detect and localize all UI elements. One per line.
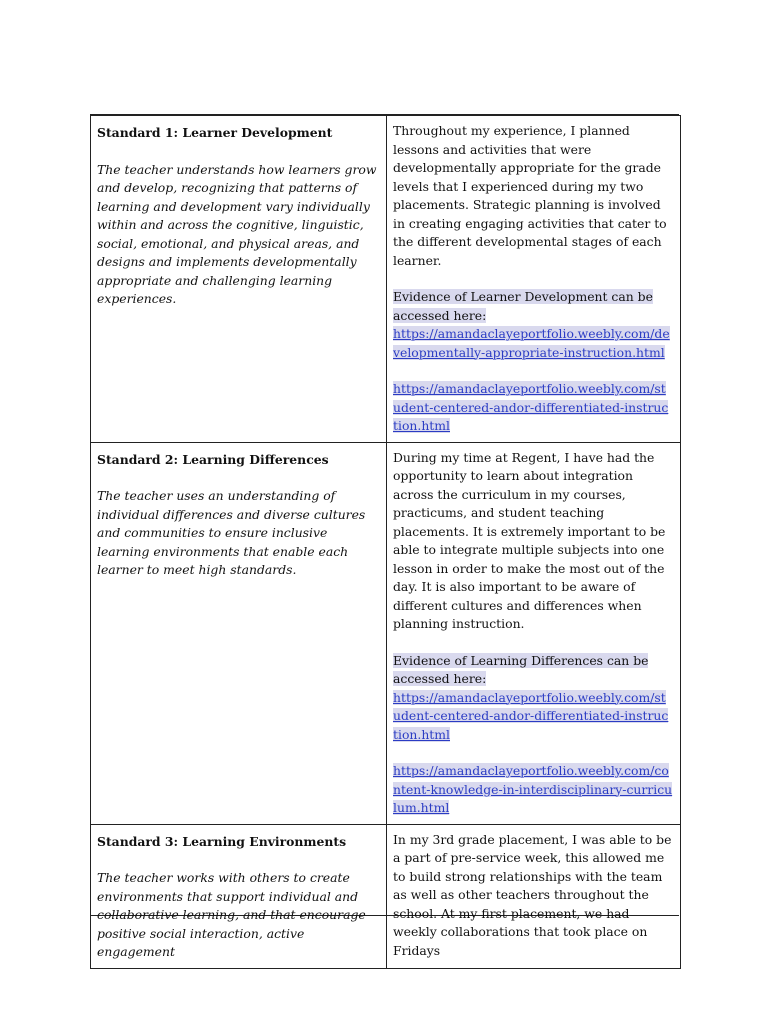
evidence-link-paragraph: [393, 380, 673, 436]
reflection-text: Throughout my experience, I planned lessons and activities that were developmentally appropriate for the grade levels that I experienced during my two placements. Strategic planning is involved in creating engaging activities that cater to the different developmental stages of each learner.: [393, 123, 667, 268]
standard-description: The teacher uses an understanding of individual differences and diverse cultures and communities to ensure inclusive learning environments that enable each learner to meet high standards.: [97, 488, 366, 577]
reflection-cell: [387, 442, 681, 824]
reflection-text: In my 3rd grade placement, I was able to be a part of pre-service week, this allowed me to build strong relationships with the team as well as other teachers throughout the school. At my first placement, we had weekly collaborations that took place on Fridays: [393, 831, 672, 958]
standard-title: Standard 3: Learning Environments: [97, 833, 347, 849]
standard-title: Standard 1: Learner Development: [97, 125, 333, 140]
standard-cell: [91, 442, 387, 824]
reflection-cell: [387, 116, 681, 443]
evidence-link[interactable]: https://amandaclayeportfolio.weebly.com/developmentally-appropriate-instruction.html: [393, 326, 670, 360]
evidence-link[interactable]: https://amandaclayeportfolio.weebly.com/student-centered-andor-differentiated-instruction.html: [393, 381, 669, 433]
standard-description: The teacher understands how learners grow and develop, recognizing that patterns of learning and development vary individually within and across the cognitive, linguistic, social, emotional, and physical areas, and designs and implements developmentally appropriate and challenging learning experiences.: [97, 161, 377, 306]
evidence-paragraph: [393, 652, 673, 745]
table-row: [91, 824, 681, 968]
evidence-link[interactable]: https://amandaclayeportfolio.weebly.com/content-knowledge-in-interdisciplinary-curriculum.html: [393, 763, 673, 815]
evidence-label: Evidence of Learning Differences can be accessed here:: [393, 652, 649, 686]
standard-description: The teacher works with others to create environments that support individual and collaborative learning, and that encourage positive social interaction, active engagement: [97, 870, 366, 959]
standard-cell: [91, 824, 387, 968]
table-row: [91, 116, 681, 443]
reflection-cell: [387, 824, 681, 968]
evidence-paragraph: [393, 288, 673, 362]
standards-table: [90, 114, 679, 959]
reflection-text: During my time at Regent, I have had the opportunity to learn about integration across the curriculum in my courses, practicums, and student teaching placements. It is extremely important to be able to integrate multiple subjects into one lesson in order to make the most out of the day. It is also important to be aware of different cultures and differences when planning instruction.: [393, 449, 666, 631]
evidence-link[interactable]: https://amandaclayeportfolio.weebly.com/student-centered-andor-differentiated-instruction.html: [393, 689, 669, 742]
table-row: [91, 442, 681, 824]
evidence-label: Evidence of Learner Development can be accessed here:: [393, 289, 653, 323]
evidence-link-paragraph: [393, 762, 673, 818]
standard-title: Standard 2: Learning Differences: [97, 451, 329, 467]
standard-cell: [91, 116, 387, 443]
